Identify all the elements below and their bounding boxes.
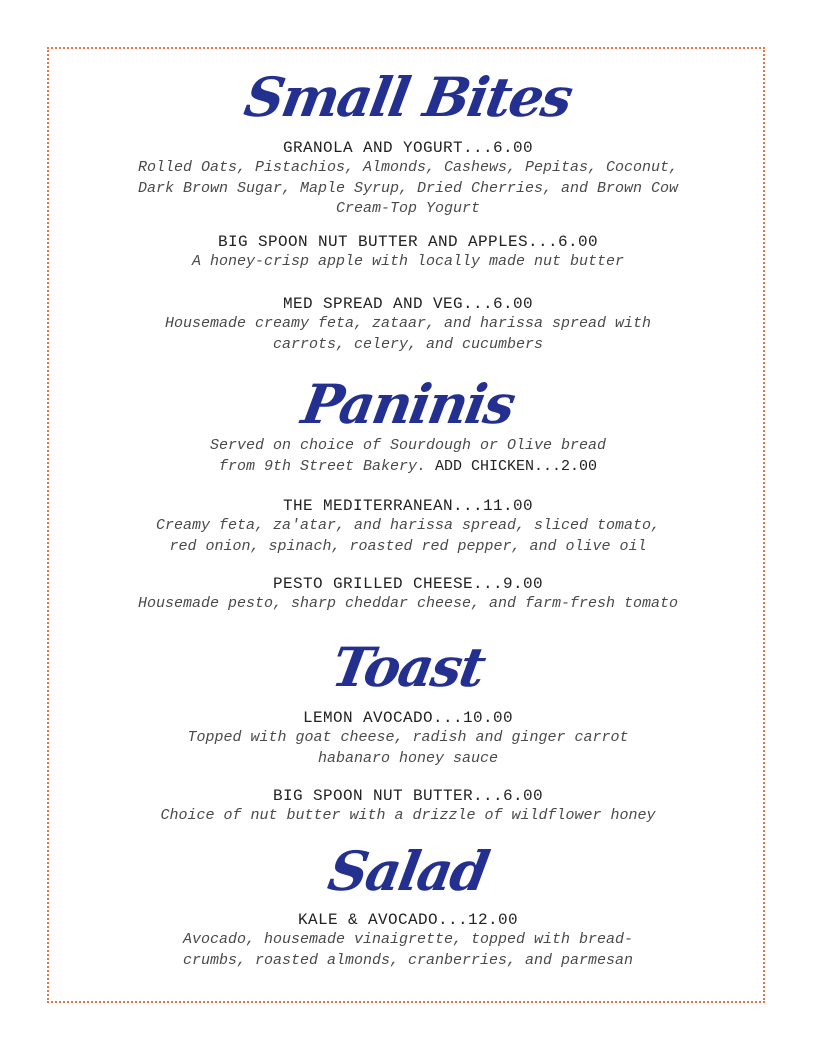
item-desc-line: Avocado, housemade vinaigrette, topped with bread- (182, 931, 634, 948)
section-heading-small-bites: Small Bites (239, 65, 577, 129)
item-title: BIG SPOON NUT BUTTER AND APPLES...6.00 (217, 233, 599, 251)
paninis-intro (47, 436, 769, 477)
menu-item-pesto-grilled-cheese (47, 574, 769, 615)
add-chicken-label: ADD CHICKEN...2.00 (435, 457, 598, 475)
item-title: PESTO GRILLED CHEESE...9.00 (272, 575, 544, 593)
item-title: THE MEDITERRANEAN...11.00 (282, 497, 534, 515)
menu-item-kale-avocado (47, 910, 769, 971)
item-desc-line: A honey-crisp apple with locally made nut butter (191, 253, 625, 270)
item-desc-line: red onion, spinach, roasted red pepper, and olive oil (169, 537, 647, 555)
item-desc-line: carrots, celery, and cucumbers (272, 335, 544, 353)
section-heading-salad: Salad (323, 839, 493, 903)
item-title: BIG SPOON NUT BUTTER...6.00 (272, 787, 544, 805)
item-desc-line: crumbs, roasted almonds, cranberries, and parmesan (182, 951, 634, 969)
item-desc-line: Topped with goat cheese, radish and ginger carrot (187, 729, 629, 746)
item-desc-line: Housemade creamy feta, zataar, and harissa spread with (164, 315, 652, 332)
item-title: LEMON AVOCADO...10.00 (302, 709, 514, 727)
menu-item-granola (47, 138, 769, 220)
section-heading-paninis: Paninis (297, 372, 519, 436)
intro-line-text: from 9th Street Bakery. (218, 457, 426, 475)
menu-item-nut-butter-apples (47, 232, 769, 273)
menu-item-lemon-avocado (47, 708, 769, 769)
menu-item-med-spread (47, 294, 769, 355)
item-desc-line: Choice of nut butter with a drizzle of wildflower honey (160, 807, 656, 824)
item-desc-line: Creamy feta, za'atar, and harissa spread, sliced tomato, (155, 517, 661, 534)
intro-line: Served on choice of Sourdough or Olive bread (209, 437, 607, 454)
item-desc-line: habanaro honey sauce (317, 749, 499, 767)
item-title: MED SPREAD AND VEG...6.00 (282, 295, 534, 313)
item-desc-line: Cream-Top Yogurt (335, 200, 481, 217)
section-heading-toast: Toast (327, 635, 489, 699)
item-desc-line: Dark Brown Sugar, Maple Syrup, Dried Cherries, and Brown Cow (137, 179, 679, 197)
item-desc-line: Housemade pesto, sharp cheddar cheese, and farm-fresh tomato (137, 595, 679, 612)
intro-line (47, 457, 769, 478)
item-title: GRANOLA AND YOGURT...6.00 (282, 139, 534, 157)
menu-item-mediterranean (47, 496, 769, 557)
item-desc-line: Rolled Oats, Pistachios, Almonds, Cashews, Pepitas, Coconut, (137, 159, 679, 176)
item-title: KALE & AVOCADO...12.00 (297, 911, 519, 929)
menu-item-nut-butter-toast (47, 786, 769, 827)
